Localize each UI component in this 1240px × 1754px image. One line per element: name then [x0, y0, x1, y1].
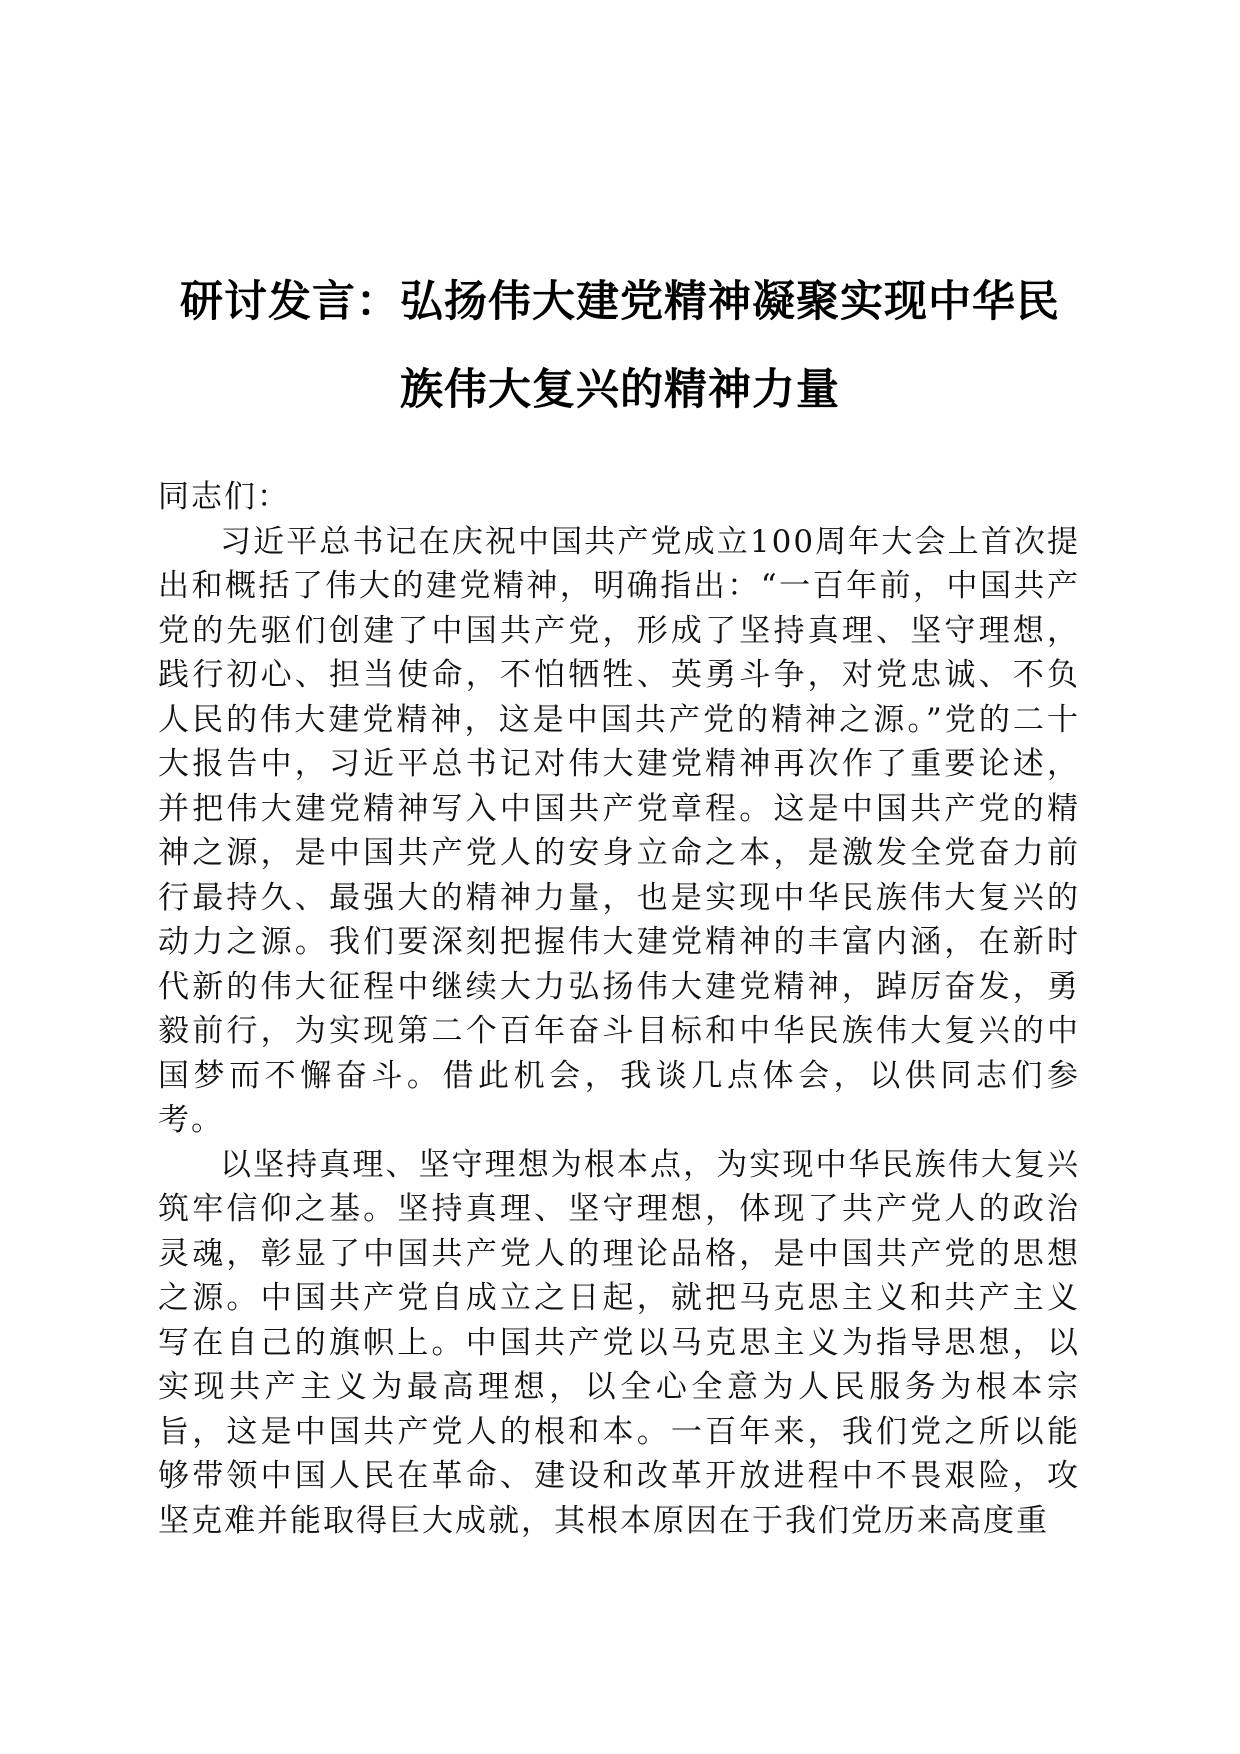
- paragraph-truth-and-ideals: 以坚持真理、坚守理想为根本点，为实现中华民族伟大复兴筑牢信仰之基。坚持真理、坚守理想，体现了共产党人的政治灵魂，彰显了中国共产党人的理论品格，是中国共产党的思想之源。中国共产党自成立之日起，就把马克思主义和共产主义写在自己的旗帜上。中国共产党以马克思主义为指导思想，以实现共产主义为最高理想，以全心全意为人民服务为根本宗旨，这是中国共产党人的根和本。一百年来，我们党之所以能够带领中国人民在革命、建设和改革开放进程中不畏艰险，攻坚克难并能取得巨大成就，其根本原因在于我们党历来高度重: [158, 1146, 1080, 1539]
- title-line-1: 研讨发言：弘扬伟大建党精神凝聚实现中华民: [180, 277, 1060, 327]
- title-line-2: 族伟大复兴的精神力量: [400, 365, 840, 415]
- salutation: 同志们：: [158, 479, 290, 515]
- paragraph-intro: 习近平总书记在庆祝中国共产党成立100周年大会上首次提出和概括了伟大的建党精神，明确指出：“一百年前，中国共产党的先驱们创建了中国共产党，形成了坚持真理、坚守理想，践行初心、担当使命，不怕牺牲、英勇斗争，对党忠诚、不负人民的伟大建党精神，这是中国共产党的精神之源。”党的二十大报告中，习近平总书记对伟大建党精神再次作了重要论述，并把伟大建党精神写入中国共产党章程。这是中国共产党的精神之源，是中国共产党人的安身立命之本，是激发全党奋力前行最持久、最强大的精神力量，也是实现中华民族伟大复兴的动力之源。我们要深刻把握伟大建党精神的丰富内涵，在新时代新的伟大征程中继续大力弘扬伟大建党精神，踔厉奋发，勇毅前行，为实现第二个百年奋斗目标和中华民族伟大复兴的中国梦而不懈奋斗。借此机会，我谈几点体会，以供同志们参考。: [158, 523, 1080, 1138]
- document-title: [150, 258, 1090, 434]
- document-body: [158, 475, 1080, 1543]
